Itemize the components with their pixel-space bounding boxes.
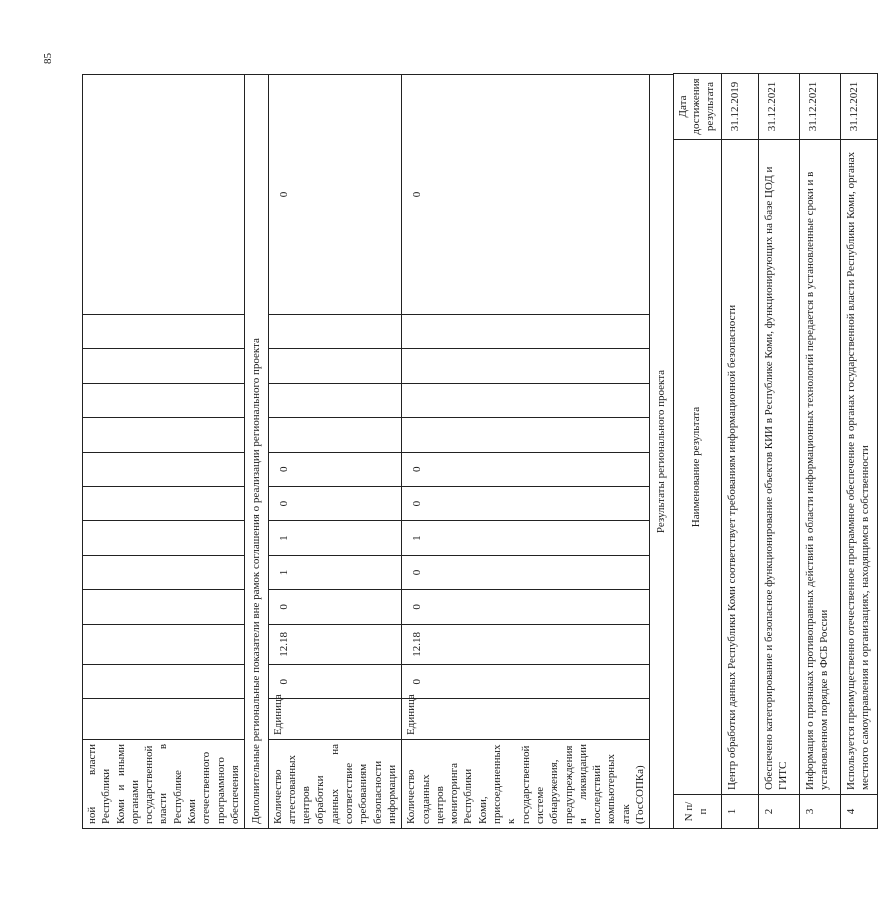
header-result-name: Наименование результата <box>673 140 721 795</box>
result-date: 31.12.2021 <box>799 74 840 140</box>
base-date: 12.18 <box>402 624 650 664</box>
indicator-row <box>268 75 402 829</box>
indicator-name: Количество аттестованных центров обработки данных на соответствие требованиям безопасности информации <box>268 739 402 828</box>
indicator-unit: Единица <box>268 699 402 739</box>
indicators-table <box>82 74 674 829</box>
indicator-name: Количество созданных центров мониторинга Республики Коми, присоединенных к государственной системе обнаружения, предупреждения и ликвидации последствий компьютерных атак (ГосСОПКа) <box>402 739 650 828</box>
result-date: 31.12.2021 <box>840 74 877 140</box>
year-value: 0 <box>268 452 402 486</box>
results-header-row <box>673 74 721 829</box>
result-date: 31.12.2019 <box>721 74 758 140</box>
year-value: 1 <box>402 521 650 555</box>
section-title: Дополнительные региональные показатели вне рамок соглашения о реализации регионального проекта <box>245 75 268 829</box>
year-value: 0 <box>402 452 650 486</box>
result-text: Обеспечено категорирование и безопасное функционирование объектов КИИ в Республике Коми, функционирующих на базе ЦОД и ГИТС <box>758 140 799 795</box>
result-row <box>840 74 877 829</box>
result-text: Информация о признаках противоправных действий в области информационных технологий передается в установленные сроки и в установленном порядке в ФСБ России <box>799 140 840 795</box>
result-num: 2 <box>758 795 799 829</box>
results-title-row <box>650 75 673 829</box>
base-value: 0 <box>402 665 650 699</box>
year-value: 0 <box>268 486 402 520</box>
result-num: 1 <box>721 795 758 829</box>
year-value: 0 <box>268 75 402 315</box>
year-value: 0 <box>402 590 650 624</box>
result-text: Центр обработки данных Республики Коми соответствует требованиям информационной безопасности <box>721 140 758 795</box>
year-value: 0 <box>402 75 650 315</box>
result-num: 3 <box>799 795 840 829</box>
results-title: Результаты регионального проекта <box>650 75 673 829</box>
year-value: 0 <box>268 590 402 624</box>
continued-indicator-name: ной власти Республики Коми и иными органами государственной власти в Республике Коми отечественного программного обеспечения <box>83 739 245 828</box>
result-row <box>799 74 840 829</box>
year-value: 0 <box>402 486 650 520</box>
header-num: N п/п <box>673 795 721 829</box>
indicator-row <box>402 75 650 829</box>
base-value: 0 <box>268 665 402 699</box>
section-title-row <box>245 75 268 829</box>
result-num: 4 <box>840 795 877 829</box>
result-row <box>721 74 758 829</box>
year-value: 0 <box>402 555 650 589</box>
base-date: 12.18 <box>268 624 402 664</box>
result-text: Используется преимущественно отечественное программное обеспечение в органах государственной власти Республики Коми, органах местного самоуправления и организациях, находящимся в собственности <box>840 140 877 795</box>
result-row <box>758 74 799 829</box>
result-date: 31.12.2021 <box>758 74 799 140</box>
continued-row <box>83 75 245 829</box>
indicator-unit: Единица <box>402 699 650 739</box>
header-date: Дата достижения результата <box>673 74 721 140</box>
results-table <box>673 73 878 829</box>
year-value: 1 <box>268 555 402 589</box>
year-value: 1 <box>268 521 402 555</box>
page-number: 85 <box>42 53 54 64</box>
rotated-page-content <box>82 74 872 829</box>
